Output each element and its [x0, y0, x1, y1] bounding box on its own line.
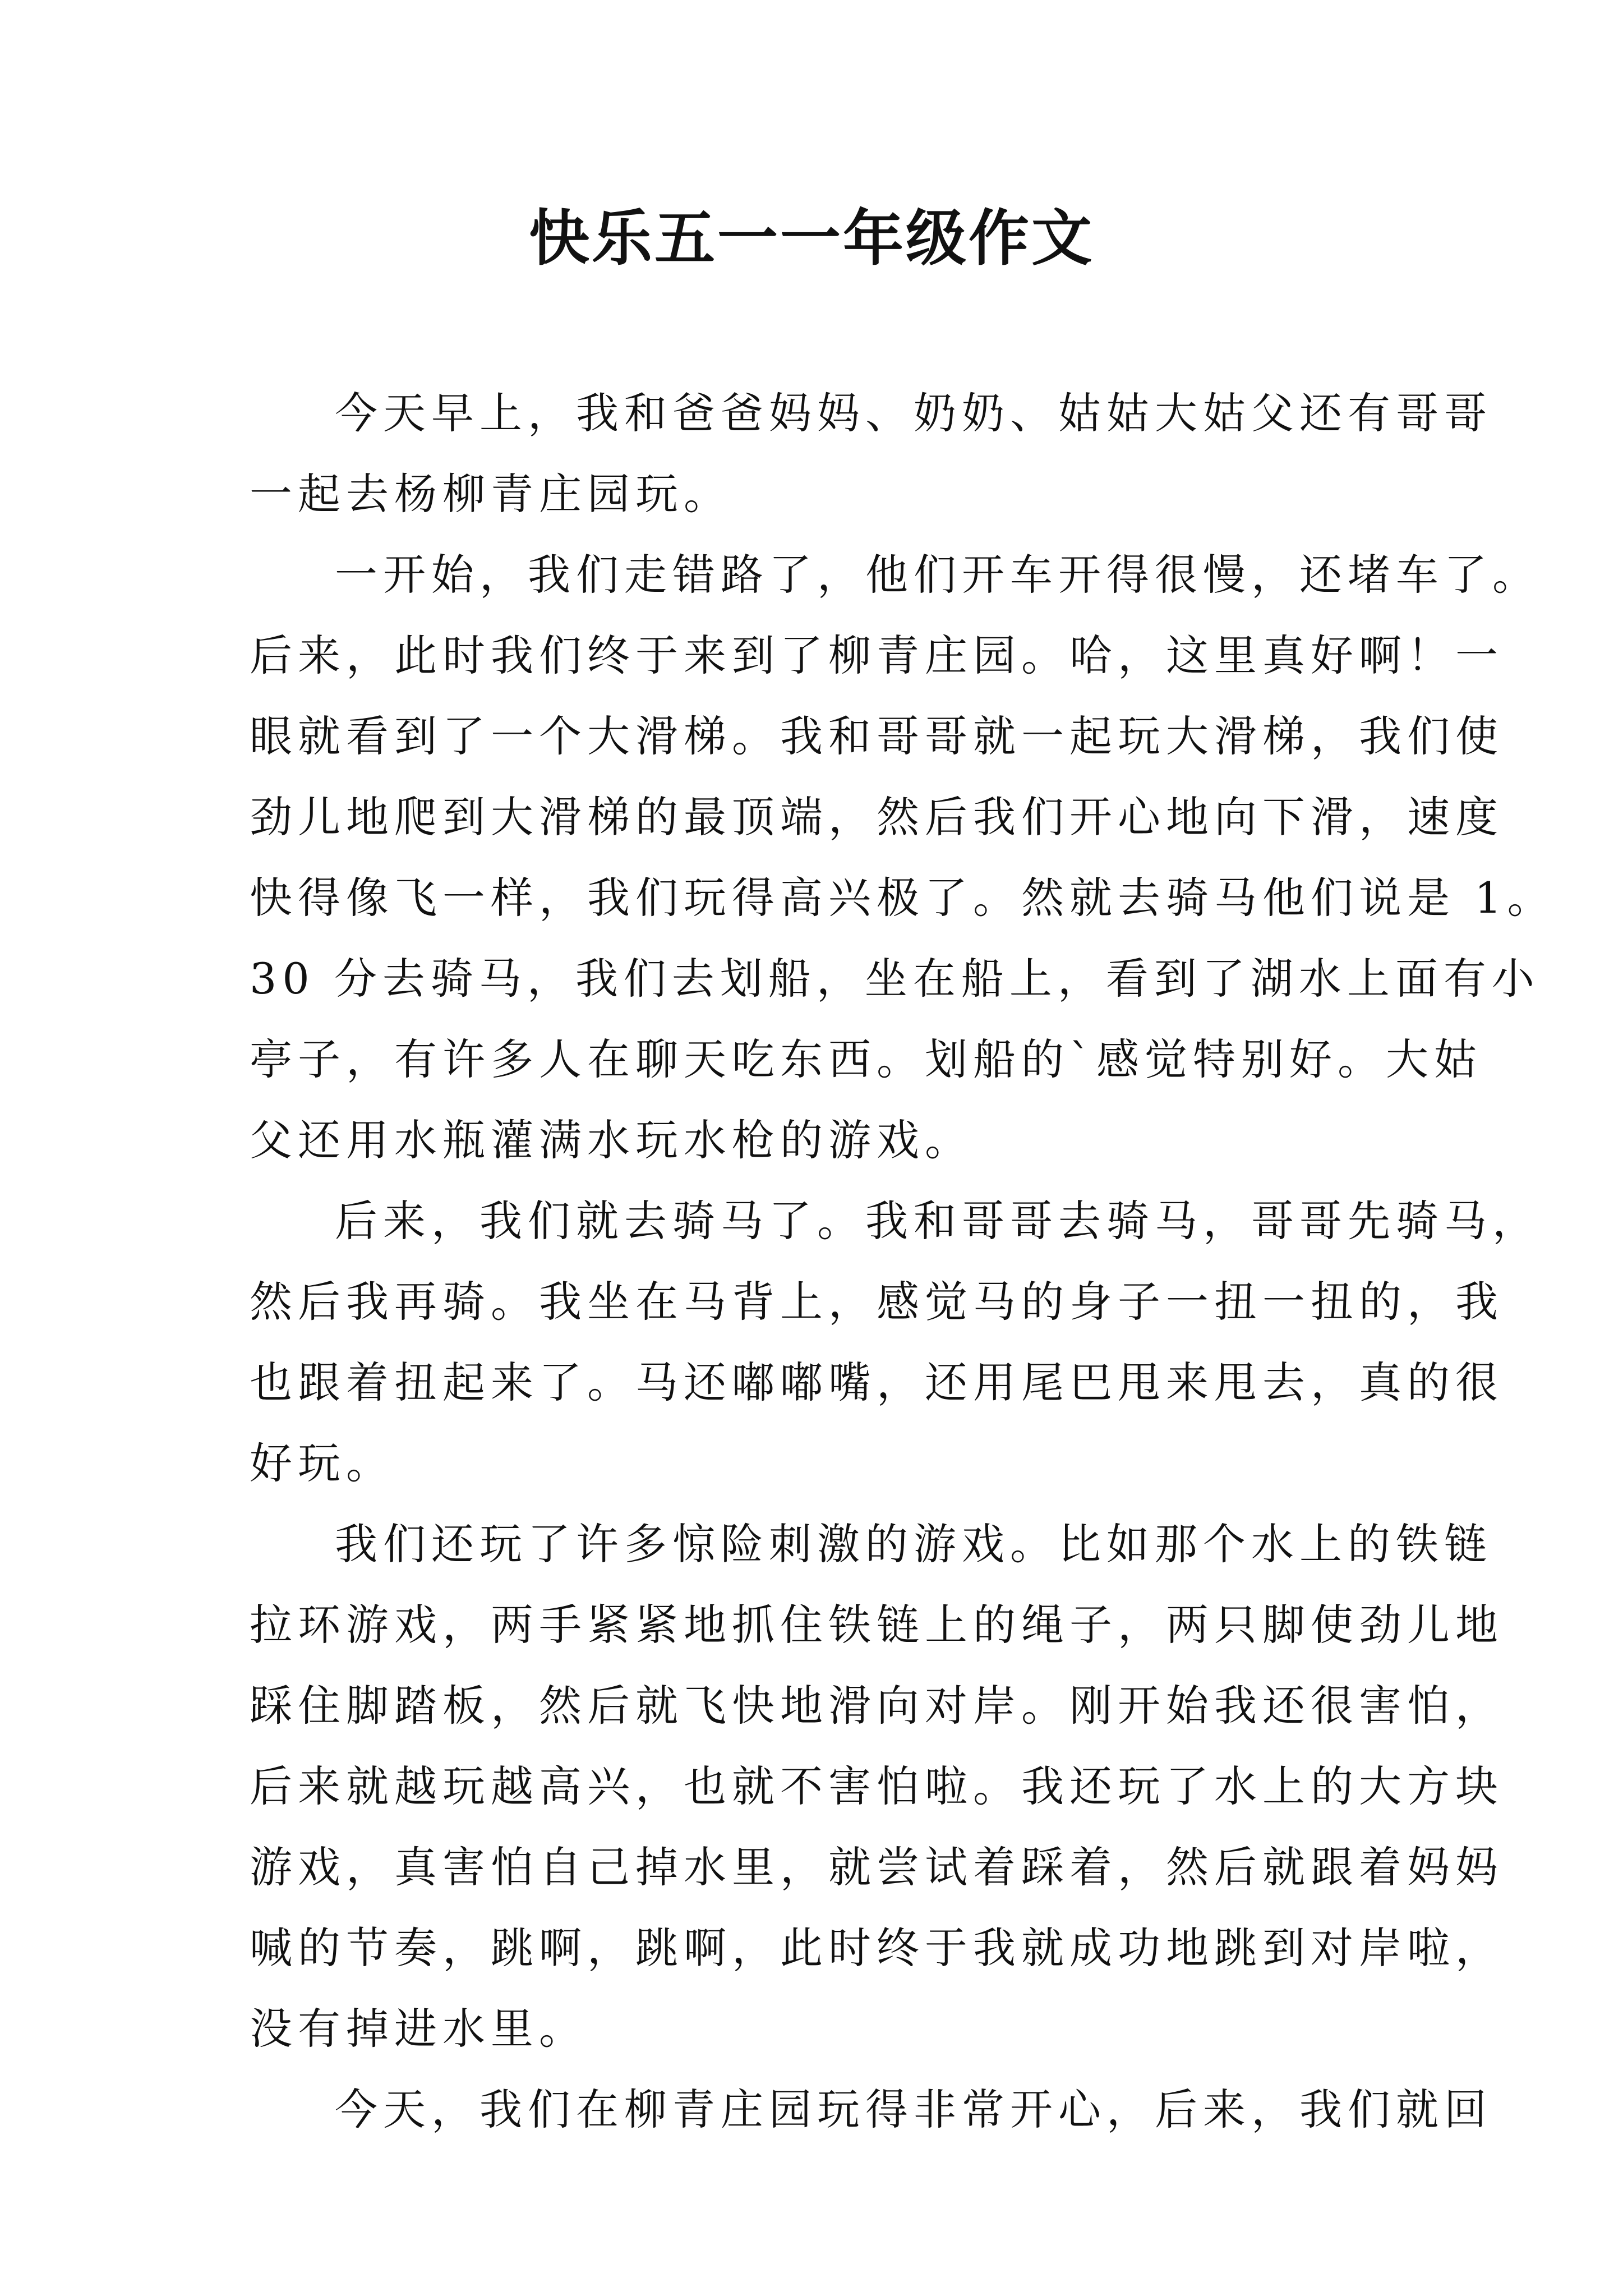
text-line: 喊的节奏，跳啊，跳啊，此时终于我就成功地跳到对岸啦， [250, 1923, 1504, 1973]
text-line: 一开始，我们走错路了，他们开车开得很慢，还堵车了。 [335, 550, 1541, 600]
text-line: 快得像飞一样，我们玩得高兴极了。然就去骑马他们说是 1。 [250, 873, 1556, 923]
text-line: 后来就越玩越高兴，也就不害怕啦。我还玩了水上的大方块 [250, 1761, 1504, 1811]
document-title: 快乐五一一年级作文 [528, 203, 1094, 274]
text-line: 好玩。 [250, 1438, 394, 1488]
text-line: 踩住脚踏板，然后就飞快地滑向对岸。刚开始我还很害怕， [250, 1681, 1504, 1731]
text-line: 今天，我们在柳青庄园玩得非常开心，后来，我们就回 [335, 2085, 1492, 2134]
text-line: 今天早上，我和爸爸妈妈、奶奶、姑姑大姑父还有哥哥 [335, 388, 1492, 438]
text-line: 父还用水瓶灌满水玩水枪的游戏。 [250, 1115, 973, 1165]
text-line: 拉环游戏，两手紧紧地抓住铁链上的绳子，两只脚使劲儿地 [250, 1600, 1504, 1650]
text-line: 劲儿地爬到大滑梯的最顶端，然后我们开心地向下滑，速度 [250, 792, 1504, 842]
text-line: 亭子，有许多人在聊天吃东西。划船的`感觉特别好。大姑 [250, 1034, 1482, 1084]
text-line: 眼就看到了一个大滑梯。我和哥哥就一起玩大滑梯，我们使 [250, 711, 1504, 761]
text-line: 也跟着扭起来了。马还嘟嘟嘴，还用尾巴甩来甩去，真的很 [250, 1358, 1504, 1407]
text-line: 没有掉进水里。 [250, 2004, 587, 2054]
text-line: 30 分去骑马，我们去划船，坐在船上，看到了湖水上面有小 [250, 954, 1540, 1004]
document-body [250, 373, 1556, 2150]
text-line: 后来，此时我们终于来到了柳青庄园。哈，这里真好啊！一 [250, 631, 1504, 680]
text-line: 后来，我们就去骑马了。我和哥哥去骑马，哥哥先骑马， [335, 1196, 1541, 1246]
text-line: 一起去杨柳青庄园玩。 [250, 469, 732, 519]
text-line: 游戏，真害怕自己掉水里，就尝试着踩着，然后就跟着妈妈 [250, 1842, 1504, 1892]
text-line: 然后我再骑。我坐在马背上，感觉马的身子一扭一扭的，我 [250, 1277, 1504, 1327]
text-line: 我们还玩了许多惊险刺激的游戏。比如那个水上的铁链 [335, 1519, 1492, 1569]
